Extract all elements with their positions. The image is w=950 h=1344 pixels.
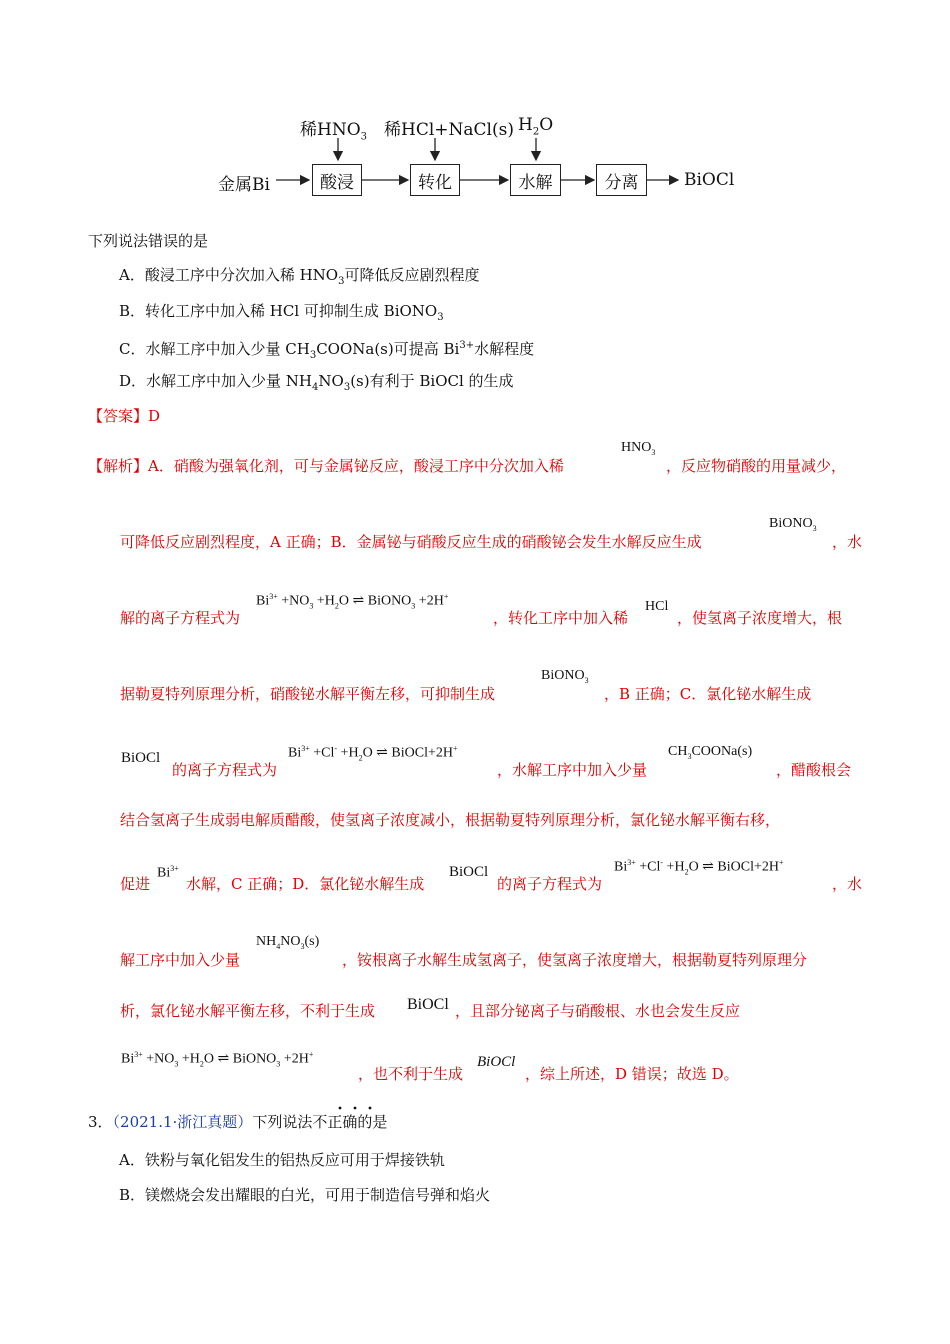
analysis-line-8: 解工序中加入少量 bbox=[120, 951, 241, 969]
flow-arrows bbox=[0, 0, 950, 220]
analysis-line-3-mid: ，转化工序中加入稀 bbox=[493, 609, 629, 627]
formula-hno3-1: $HNO_3$ bbox=[621, 440, 656, 457]
formula-biocl-1: BiOCl bbox=[121, 750, 161, 766]
answer-label: 【答案】 bbox=[88, 407, 149, 425]
formula-ch3coona: $CH_3COONa(s)$ bbox=[668, 744, 753, 761]
question-3-number: 3． bbox=[88, 1113, 113, 1131]
equation-bi-nitrate-hydrolysis-1: $Bi^{3+} +NO_3 +H_2O$ ⇌ BiONO$_3$ +2H+ bbox=[256, 592, 449, 611]
question-stem: 下列说法错误的是 bbox=[88, 232, 209, 250]
option-a: A．酸浸工序中分次加入稀 $HNO_3$可降低反应剧烈程度 bbox=[119, 266, 480, 287]
analysis-line-8-tail: ，铵根离子水解生成氢离子，使氢离子浓度增大，根据勒夏特列原理分 bbox=[342, 951, 808, 969]
equation-biocl-hydrolysis-2: $Bi^{3+} +Cl^- +H_2O$ ⇌ BiOCl+2H+ bbox=[614, 858, 784, 877]
answer-value: D bbox=[148, 407, 161, 425]
analysis-label: 【解析】 bbox=[88, 457, 149, 475]
analysis-line-7-tail: ，水 bbox=[832, 875, 863, 893]
question-3-source: （2021.1·浙江真题） bbox=[112, 1113, 253, 1131]
step-acid-leach: 酸浸 bbox=[312, 164, 362, 196]
analysis-line-7: 促进 bbox=[120, 875, 151, 893]
analysis-line-9-tail: ，且部分铋离子与硝酸根、水也会发生反应 bbox=[455, 1002, 741, 1020]
analysis-line-1: 【解析】A．硝酸为强氧化剂，可与金属铋反应，酸浸工序中分次加入稀 bbox=[88, 457, 564, 475]
reagent-dilute-hno3: 稀$HNO_3$ bbox=[300, 120, 368, 143]
step-separation: 分离 bbox=[596, 164, 647, 196]
formula-biocl-italic: BiOCl bbox=[477, 1054, 516, 1070]
flow-start: 金属Bi bbox=[218, 175, 270, 195]
equation-biocl-hydrolysis-1: $Bi^{3+} +Cl^- +H_2O$ ⇌ BiOCl+2H+ bbox=[288, 744, 458, 763]
formula-bi3plus-1: $Bi^{3+}$ bbox=[157, 864, 179, 881]
analysis-line-5-tail: ，醋酸根会 bbox=[776, 761, 852, 779]
option-d: D．水解工序中加入少量 $NH_4NO_3(s)$有利于 BiOCl 的生成 bbox=[119, 372, 514, 393]
equation-bi-nitrate-hydrolysis-2: $Bi^{3+} +NO_3 +H_2O$ ⇌ BiONO$_3$ +2H+ bbox=[121, 1050, 314, 1069]
analysis-line-10-mid: ，也不利于生成 bbox=[358, 1065, 464, 1083]
step-hydrolysis: 水解 bbox=[510, 164, 561, 196]
analysis-line-4-tail: ，B 正确；C．氯化铋水解生成 bbox=[604, 685, 812, 703]
analysis-line-7-mid2: 的离子方程式为 bbox=[497, 875, 603, 893]
analysis-line-1-tail: ，反应物硝酸的用量减少， bbox=[666, 457, 847, 475]
option-b: B．转化工序中加入稀 HCl 可抑制生成 BiONO$_3$ bbox=[119, 302, 444, 323]
step-conversion: 转化 bbox=[410, 164, 460, 196]
analysis-line-9: 析，氯化铋水解平衡左移，不利于生成 bbox=[120, 1002, 376, 1020]
analysis-line-2-tail: ，水 bbox=[832, 533, 863, 551]
emphasis-dots bbox=[332, 1104, 392, 1114]
question-3-option-a: A．铁粉与氧化铝发生的铝热反应可用于焊接铁轨 bbox=[119, 1151, 445, 1169]
analysis-line-4: 据勒夏特列原理分析，硝酸铋水解平衡左移，可抑制生成 bbox=[120, 685, 496, 703]
analysis-line-3: 解的离子方程式为 bbox=[120, 609, 241, 627]
option-c: C．水解工序中加入少量 $CH_3COONa(s)$可提高 $Bi^{3+}$水解程度 bbox=[119, 340, 535, 361]
analysis-line-10-tail: ，综上所述，D 错误；故选 D。 bbox=[525, 1065, 739, 1083]
formula-hcl-1: HCl bbox=[645, 599, 669, 614]
analysis-line-6: 结合氢离子生成弱电解质醋酸，使氢离子浓度减小，根据勒夏特列原理分析，氯化铋水解平衡右移， bbox=[120, 811, 781, 829]
analysis-line-5-mid2: ，水解工序中加入少量 bbox=[497, 761, 648, 779]
analysis-line-2: 可降低反应剧烈程度，A 正确；B．金属铋与硝酸反应生成的硝酸铋会发生水解反应生成 bbox=[120, 533, 702, 551]
analysis-line-3-tail: ，使氢离子浓度增大，根 bbox=[677, 609, 843, 627]
formula-nh4no3: $NH_4NO_3(s)$ bbox=[256, 934, 320, 951]
question-3-stem: 3．（2021.1·浙江真题）下列说法不正确的是 bbox=[88, 1113, 388, 1131]
formula-biocl-2: BiOCl bbox=[449, 864, 489, 880]
question-3-emphasis: 不正确 bbox=[312, 1113, 358, 1131]
flow-end: BiOCl bbox=[684, 170, 735, 190]
formula-biocl-3: BiOCl bbox=[407, 996, 449, 1013]
analysis-line-7-mid: 水解，C 正确；D．氯化铋水解生成 bbox=[186, 875, 425, 893]
formula-biono3-1: BiONO$_3$ bbox=[769, 516, 817, 533]
formula-biono3-2: BiONO$_3$ bbox=[541, 668, 589, 685]
analysis-line-5-mid: 的离子方程式为 bbox=[172, 761, 278, 779]
reagent-hcl-nacl: 稀HCl+NaCl(s) bbox=[384, 120, 514, 140]
answer bbox=[88, 406, 160, 426]
reagent-water: $H_2O$ bbox=[518, 115, 554, 138]
question-3-option-b: B．镁燃烧会发出耀眼的白光，可用于制造信号弹和焰火 bbox=[119, 1186, 491, 1204]
